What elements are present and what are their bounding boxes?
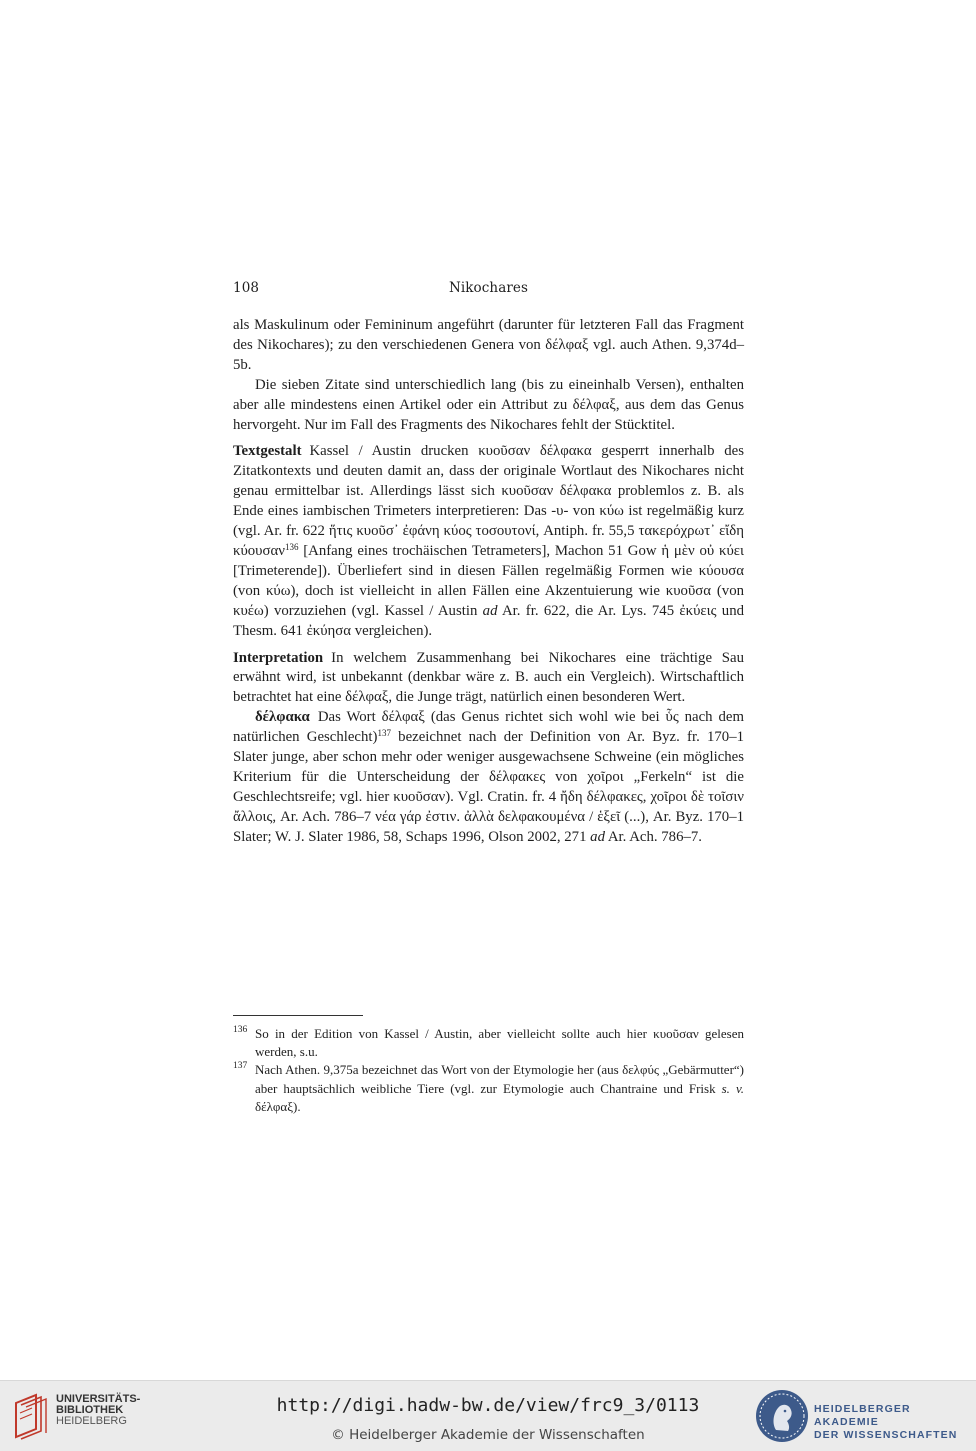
- footnote-ref-137[interactable]: 137: [377, 728, 391, 739]
- footnotes: [233, 1025, 744, 1116]
- textgestalt-text-2: [Anfang eines trochäischen Tetrameters], Machon 51 Gow ἡ μὲν οὐ κύει [Trimeterende]). Überliefert sind in diesen Fällen regelmäßig Formen wie κύουσα (von κύω), doch ist vielleicht in allen Fällen eine Akzentuierung wie κυοῦσα (von κυέω) vorzuziehen (vgl. Kassel / Austin: [233, 542, 744, 619]
- textgestalt-text-1: Kassel / Austin drucken κυοῦσαν δέλφακα gesperrt innerhalb des Zitatkontexts und deuten damit an, dass der originale Wortlaut des Nikochares nicht genau ermittelbar ist. Allerdings lässt sich κυοῦσαν δέλφακα problemlos z. B. als Ende eines iambischen Trimeters interpretieren: Das -υ- von κύω ist regelmäßig kurz (vgl. Ar. fr. 622 ἥτις κυοῦσ᾽ ἐφάνη κύος τοσουτονί, Antiph. fr. 55,5 τακερόχρωτ᾽ εἴδη κύουσαν: [233, 443, 744, 559]
- ub-line-1: UNIVERSITÄTS-: [56, 1393, 141, 1405]
- footnote-ref-136[interactable]: 136: [284, 541, 299, 552]
- running-title: Nikochares: [448, 280, 529, 296]
- ub-line-3: HEIDELBERG: [56, 1415, 127, 1427]
- page-number: 108: [233, 280, 260, 296]
- section-interpretation: [233, 649, 744, 709]
- copyright-notice: © Heidelberger Akademie der Wissenschaften: [331, 1427, 645, 1443]
- section-heading-interpretation: Interpretation: [233, 649, 324, 666]
- footnote-text: So in der Edition von Kassel / Austin, aber vielleicht sollte auch hier κυοῦσαν gelesen werden, s.u.: [255, 1026, 744, 1060]
- lemma-heading-delphaka: δέλφακα: [255, 709, 310, 726]
- footnote-separator: [233, 1015, 363, 1016]
- paragraph-zitate: Die sieben Zitate sind unterschiedlich lang (bis zu eineinhalb Versen), enthalten aber alle mindestens einen Artikel oder ein Attribut zu δέλφαξ, aus dem das Genus hervorgeht. Nur im Fall des Fragments des Nikochares fehlt der Stücktitel.: [233, 376, 744, 433]
- interpretation-text: In welchem Zusammenhang bei Nikochares eine trächtige Sau erwähnt wird, ist unbekannt (denkbar wäre z. B. auch ein Vergleich). Wirtschaftlich betrachtet hat eine δέλφαξ, die Junge trägt, natürlich einen besonderen Wert.: [233, 649, 744, 706]
- running-header: [233, 280, 744, 300]
- hadw-wordmark: [814, 1403, 976, 1442]
- hadw-line-2: DER WISSENSCHAFTEN: [814, 1429, 958, 1441]
- hadw-line-1: HEIDELBERGER AKADEMIE: [814, 1403, 911, 1428]
- footnote-number: 136: [233, 1025, 248, 1035]
- footnote-137: [233, 1061, 744, 1116]
- hadw-seal-icon: [754, 1388, 810, 1444]
- viewer-footer: [0, 1380, 976, 1451]
- delphaka-text-3: Ar. Ach. 786–7.: [604, 828, 702, 845]
- section-heading-textgestalt: Textgestalt: [233, 443, 302, 460]
- sv-italic: s. v.: [721, 1080, 744, 1096]
- textgestalt-text-3: Ar. fr. 622, die Ar. Lys. 745 ἐκύεις und Thesm. 641 ἐκύησα vergleichen).: [233, 602, 744, 639]
- main-text: [233, 316, 744, 848]
- ad-italic: ad: [590, 828, 605, 845]
- permalink-url[interactable]: http://digi.hadw-bw.de/view/frc9_3/0113: [276, 1395, 700, 1416]
- delphaka-text-2: bezeichnet nach der Definition von Ar. Byz. fr. 170–1 Slater junge, aber schon mehr oder weniger ausgewachsene Schweine (ein mögliches Kriterium für die Unterscheidung der δέλφακες von χοῖροι „Ferkeln“ ist die Geschlechtsreife; vgl. hier κυοῦσαν). Vgl. Cratin. fr. 4 ἤδη δέλφακες, χοῖροι δὲ τοῖσιν ἄλλοις, Ar. Ach. 786–7 νέα γάρ ἐστιν. ἀλλὰ δελφακουμένα / ἑξεῖ (...), Ar. Byz. 170–1 Slater; W. J. Slater 1986, 58, Schaps 1996, Olson 2002, 271: [233, 729, 744, 845]
- footnote-136: [233, 1025, 744, 1061]
- ad-italic: ad: [482, 602, 498, 619]
- footnote-number: 137: [233, 1061, 248, 1072]
- section-textgestalt: [233, 442, 744, 641]
- delphaka-text-1: Das Wort δέλφαξ (das Genus richtet sich wohl wie bei ὗς nach dem natürlichen Geschlecht): [233, 709, 744, 746]
- ub-line-2: BIBLIOTHEK: [56, 1404, 124, 1416]
- paragraph-continuation: als Maskulinum oder Femininum angeführt (darunter für letzteren Fall das Fragment des Nikochares); zu den verschiedenen Genera von δέλφαξ vgl. auch Athen. 9,374d–5b.: [233, 317, 744, 373]
- section-delphaka: [233, 708, 744, 847]
- footnote-text: Nach Athen. 9,375a bezeichnet das Wort von der Etymologie her (aus δελφύς „Gebärmutter“) aber hauptsächlich weibliche Tiere (vgl. zur Etymologie auch Chantraine und Frisk: [255, 1062, 744, 1096]
- footnote-text-end: δέλφαξ).: [255, 1098, 301, 1114]
